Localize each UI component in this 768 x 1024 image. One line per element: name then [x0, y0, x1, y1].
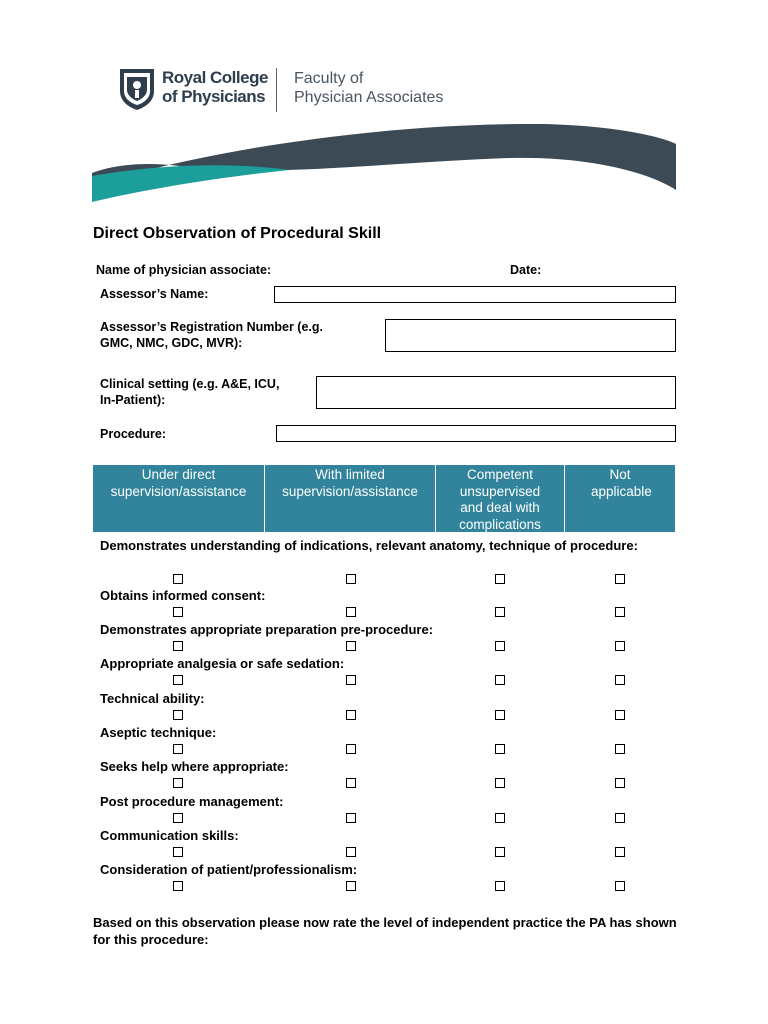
rating-checkbox-limited[interactable]: [346, 847, 356, 857]
procedure-label: Procedure:: [100, 427, 166, 441]
college-logo-text: [162, 68, 268, 106]
rating-checkbox-na[interactable]: [615, 744, 625, 754]
column-header-direct-supervision: Under direct supervision/assistance: [93, 465, 265, 532]
criterion-label: Communication skills:: [100, 828, 239, 843]
rating-checkbox-direct[interactable]: [173, 881, 183, 891]
column-header-competent-unsupervised: Competent unsupervised and deal with complications: [436, 465, 565, 532]
clinical-setting-label-line2: In-Patient):: [100, 393, 166, 407]
rating-checkbox-competent[interactable]: [495, 813, 505, 823]
faculty-name-line2: Physician Associates: [294, 89, 444, 106]
rating-checkbox-direct[interactable]: [173, 641, 183, 651]
rating-checkbox-limited[interactable]: [346, 641, 356, 651]
clinical-setting-label-line1: Clinical setting (e.g. A&E, ICU,: [100, 377, 280, 391]
rating-checkbox-limited[interactable]: [346, 574, 356, 584]
rating-checkbox-na[interactable]: [615, 847, 625, 857]
rating-checkbox-competent[interactable]: [495, 778, 505, 788]
rating-checkbox-limited[interactable]: [346, 778, 356, 788]
header-swoosh-graphic: [90, 118, 678, 208]
pa-name-label: Name of physician associate:: [96, 263, 272, 277]
rating-checkbox-na[interactable]: [615, 778, 625, 788]
clinical-setting-label: [100, 376, 279, 408]
rating-checkbox-na[interactable]: [615, 574, 625, 584]
page-title: Direct Observation of Procedural Skill: [93, 225, 382, 242]
rating-checkbox-competent[interactable]: [495, 641, 505, 651]
rating-checkbox-direct[interactable]: [173, 744, 183, 754]
rating-checkbox-competent[interactable]: [495, 675, 505, 685]
faculty-name-line1: Faculty of: [294, 70, 364, 87]
criterion-label: Post procedure management:: [100, 794, 284, 809]
assessor-registration-field[interactable]: [385, 319, 676, 352]
criterion-label: Demonstrates appropriate preparation pre-procedure:: [100, 622, 434, 637]
rating-table-header: [93, 465, 675, 532]
assessor-registration-label-line2: GMC, NMC, GDC, MVR):: [100, 336, 243, 350]
rating-checkbox-na[interactable]: [615, 607, 625, 617]
assessor-registration-label: [100, 319, 323, 351]
rating-checkbox-limited[interactable]: [346, 813, 356, 823]
assessor-name-field[interactable]: [274, 286, 676, 303]
rating-checkbox-limited[interactable]: [346, 710, 356, 720]
logo-divider: [276, 68, 277, 112]
criterion-label: Technical ability:: [100, 691, 205, 706]
rating-checkbox-na[interactable]: [615, 675, 625, 685]
rating-checkbox-competent[interactable]: [495, 847, 505, 857]
rating-checkbox-limited[interactable]: [346, 675, 356, 685]
assessor-name-label: Assessor’s Name:: [100, 287, 209, 301]
rating-checkbox-na[interactable]: [615, 813, 625, 823]
rating-checkbox-limited[interactable]: [346, 744, 356, 754]
criterion-label: Appropriate analgesia or safe sedation:: [100, 656, 345, 671]
assessor-registration-label-line1: Assessor’s Registration Number (e.g.: [100, 320, 323, 334]
rating-checkbox-limited[interactable]: [346, 607, 356, 617]
criterion-label: Seeks help where appropriate:: [100, 759, 289, 774]
rating-checkbox-competent[interactable]: [495, 574, 505, 584]
clinical-setting-field[interactable]: [316, 376, 676, 409]
rating-checkbox-direct[interactable]: [173, 607, 183, 617]
rating-checkbox-direct[interactable]: [173, 778, 183, 788]
rating-checkbox-competent[interactable]: [495, 744, 505, 754]
date-label: Date:: [510, 263, 542, 277]
college-crest-icon: [118, 67, 156, 111]
criterion-label: Consideration of patient/professionalism:: [100, 862, 358, 877]
rating-checkbox-direct[interactable]: [173, 813, 183, 823]
rating-checkbox-na[interactable]: [615, 641, 625, 651]
criterion-label: Obtains informed consent:: [100, 588, 266, 603]
rating-checkbox-competent[interactable]: [495, 881, 505, 891]
faculty-logo-text: [294, 69, 443, 107]
rating-checkbox-direct[interactable]: [173, 574, 183, 584]
column-header-not-applicable: Not applicable: [565, 465, 675, 532]
rating-checkbox-na[interactable]: [615, 710, 625, 720]
rating-checkbox-na[interactable]: [615, 881, 625, 891]
rating-checkbox-direct[interactable]: [173, 675, 183, 685]
criterion-label: Demonstrates understanding of indications, relevant anatomy, technique of procedure:: [100, 538, 638, 553]
rating-checkbox-competent[interactable]: [495, 710, 505, 720]
rating-checkbox-direct[interactable]: [173, 710, 183, 720]
column-header-limited-supervision: With limited supervision/assistance: [265, 465, 436, 532]
rating-checkbox-competent[interactable]: [495, 607, 505, 617]
criterion-label: Aseptic technique:: [100, 725, 217, 740]
college-name-line1: Royal College: [162, 68, 268, 87]
rating-checkbox-direct[interactable]: [173, 847, 183, 857]
rating-checkbox-limited[interactable]: [346, 881, 356, 891]
college-name-line2: of Physicians: [162, 87, 266, 106]
procedure-field[interactable]: [276, 425, 676, 442]
rating-prompt: Based on this observation please now rate the level of independent practice the PA has shown for this procedure:: [93, 915, 677, 947]
